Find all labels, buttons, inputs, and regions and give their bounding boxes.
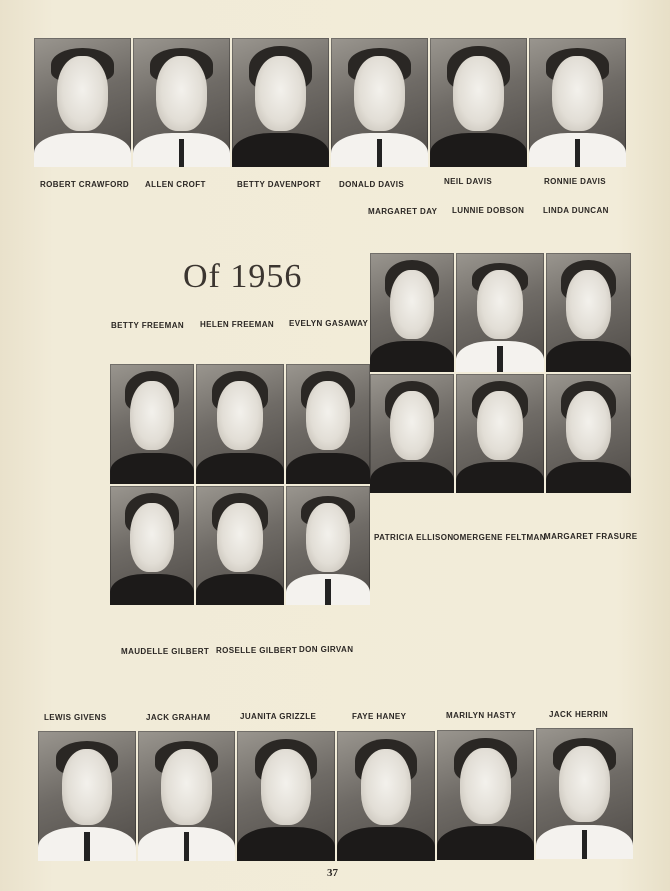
caption-lewis-givens: LEWIS GIVENS [44, 713, 107, 722]
portrait-helen-freeman [196, 364, 284, 484]
caption-marilyn-hasty: MARILYN HASTY [446, 711, 517, 720]
portrait-ronnie-davis [529, 38, 626, 167]
caption-betty-davenport: BETTY DAVENPORT [237, 180, 321, 189]
caption-margaret-day: MARGARET DAY [368, 207, 438, 216]
portrait-marilyn-hasty [437, 730, 534, 860]
caption-roselle-gilbert: ROSELLE GILBERT [216, 646, 298, 655]
portrait-lunnie-dobson [456, 253, 544, 372]
caption-allen-croft: ALLEN CROFT [145, 180, 206, 189]
portrait-don-girvan [286, 486, 370, 605]
portrait-jack-graham [138, 731, 235, 861]
portrait-faye-haney [337, 731, 435, 861]
caption-maudelle-gilbert: MAUDELLE GILBERT [121, 647, 210, 656]
caption-lunnie-dobson: LUNNIE DOBSON [452, 206, 525, 215]
caption-omergene-feltman: OMERGENE FELTMAN [453, 533, 546, 542]
portrait-robert-crawford [34, 38, 131, 167]
portrait-betty-freeman [110, 364, 194, 484]
page-title: Of 1956 [183, 258, 303, 295]
caption-faye-haney: FAYE HANEY [352, 712, 407, 721]
portrait-juanita-grizzle [237, 731, 335, 861]
portrait-linda-duncan [546, 253, 631, 372]
caption-jack-herrin: JACK HERRIN [549, 710, 609, 719]
caption-juanita-grizzle: JUANITA GRIZZLE [240, 712, 317, 721]
portrait-omergene-feltman [456, 374, 544, 493]
portrait-roselle-gilbert [196, 486, 284, 605]
portrait-margaret-day [370, 253, 454, 372]
caption-helen-freeman: HELEN FREEMAN [200, 320, 275, 329]
caption-donald-davis: DONALD DAVIS [339, 180, 405, 189]
caption-ronnie-davis: RONNIE DAVIS [544, 177, 606, 186]
page-number: 37 [327, 867, 338, 879]
portrait-patricia-ellison [370, 374, 454, 493]
caption-betty-freeman: BETTY FREEMAN [111, 321, 185, 330]
caption-neil-davis: NEIL DAVIS [444, 177, 493, 186]
caption-jack-graham: JACK GRAHAM [146, 713, 211, 722]
portrait-allen-croft [133, 38, 230, 167]
portrait-betty-davenport [232, 38, 329, 167]
portrait-jack-herrin [536, 728, 633, 859]
caption-evelyn-gasaway: EVELYN GASAWAY [289, 319, 369, 328]
portrait-maudelle-gilbert [110, 486, 194, 605]
portrait-donald-davis [331, 38, 428, 167]
portrait-neil-davis [430, 38, 527, 167]
caption-patricia-ellison: PATRICIA ELLISON [374, 533, 454, 542]
caption-linda-duncan: LINDA DUNCAN [543, 206, 609, 215]
portrait-evelyn-gasaway [286, 364, 370, 484]
caption-robert-crawford: ROBERT CRAWFORD [40, 180, 130, 189]
portrait-lewis-givens [38, 731, 136, 861]
caption-margaret-frasure: MARGARET FRASURE [544, 532, 638, 541]
portrait-margaret-frasure [546, 374, 631, 493]
caption-don-girvan: DON GIRVAN [299, 645, 354, 654]
